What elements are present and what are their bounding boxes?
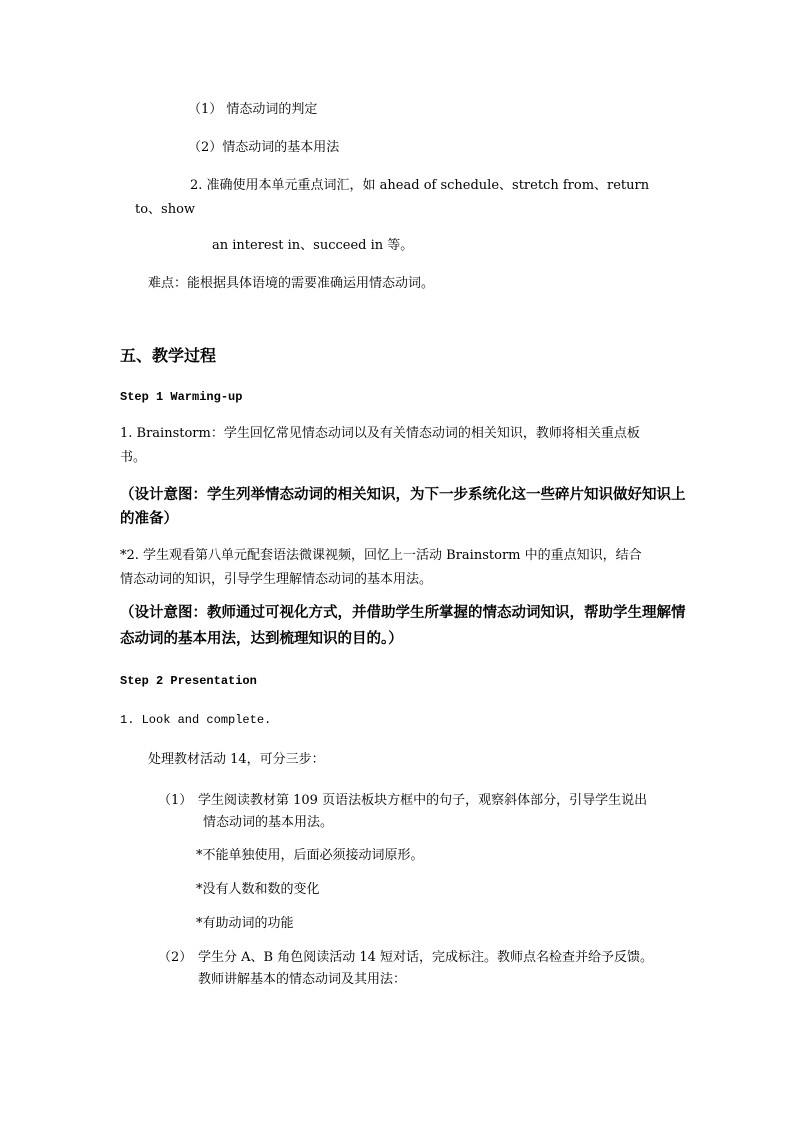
usage-point-2: *没有人数和数的变化 [196, 882, 320, 897]
design-intent-2-line-2: 态动词的基本用法，达到梳理知识的目的。） [120, 630, 403, 647]
sub-step-2-number: （2） [158, 950, 193, 965]
design-intent-1-line-1: （设计意图：学生列举情态动词的相关知识，为下一步系统化这一些碎片知识做好知识上 [120, 486, 686, 503]
teaching-focus-item-1: （1） 情态动词的判定 [188, 102, 318, 117]
sub-step-2-line-1: 学生分 A、B 角色阅读活动 14 短对话，完成标注。教师点名检查并给予反馈。 [198, 950, 654, 965]
design-intent-1-line-2: 的准备） [120, 510, 178, 527]
sub-step-1-line-1: 学生阅读教材第 109 页语法板块方框中的句子，观察斜体部分，引导学生说出 [198, 793, 648, 808]
teaching-difficulty: 难点：能根据具体语境的需要准确运用情态动词。 [148, 276, 435, 291]
step1-title: Step 1 Warming-up [120, 390, 243, 404]
usage-point-3: *有助动词的功能 [196, 916, 294, 931]
vocabulary-line-2: to、show [135, 202, 196, 217]
sub-step-1-number: （1） [158, 793, 193, 808]
brainstorm-line-1: 1. Brainstorm：学生回忆常见情态动词以及有关情态动词的相关知识，教师将相关重点板 [120, 426, 640, 441]
step2-title: Step 2 Presentation [120, 674, 257, 688]
teaching-focus-item-2: （2）情态动词的基本用法 [188, 140, 340, 155]
design-intent-2-line-1: （设计意图：教师通过可视化方式，并借助学生所掌握的情态动词知识，帮助学生理解情 [120, 604, 686, 621]
look-and-complete: 1. Look and complete. [120, 713, 272, 727]
vocabulary-line-3: an interest in、succeed in 等。 [212, 238, 414, 253]
process-intro: 处理教材活动 14，可分三步： [148, 752, 325, 767]
video-activity-line-2: 情态动词的知识，引导学生理解情态动词的基本用法。 [120, 572, 433, 587]
sub-step-2-line-2: 教师讲解基本的情态动词及其用法： [198, 972, 407, 987]
sub-step-1-line-2: 情态动词的基本用法。 [203, 815, 334, 830]
video-activity-line-1: *2. 学生观看第八单元配套语法微课视频，回忆上一活动 Brainstorm 中的重点知识，结合 [120, 548, 642, 563]
vocabulary-line-1: 2. 准确使用本单元重点词汇，如 ahead of schedule、stretch from、return [190, 178, 650, 193]
usage-point-1: *不能单独使用，后面必须接动词原形。 [196, 848, 424, 863]
brainstorm-line-2: 书。 [120, 450, 147, 465]
section-title: 五、教学过程 [120, 346, 217, 365]
